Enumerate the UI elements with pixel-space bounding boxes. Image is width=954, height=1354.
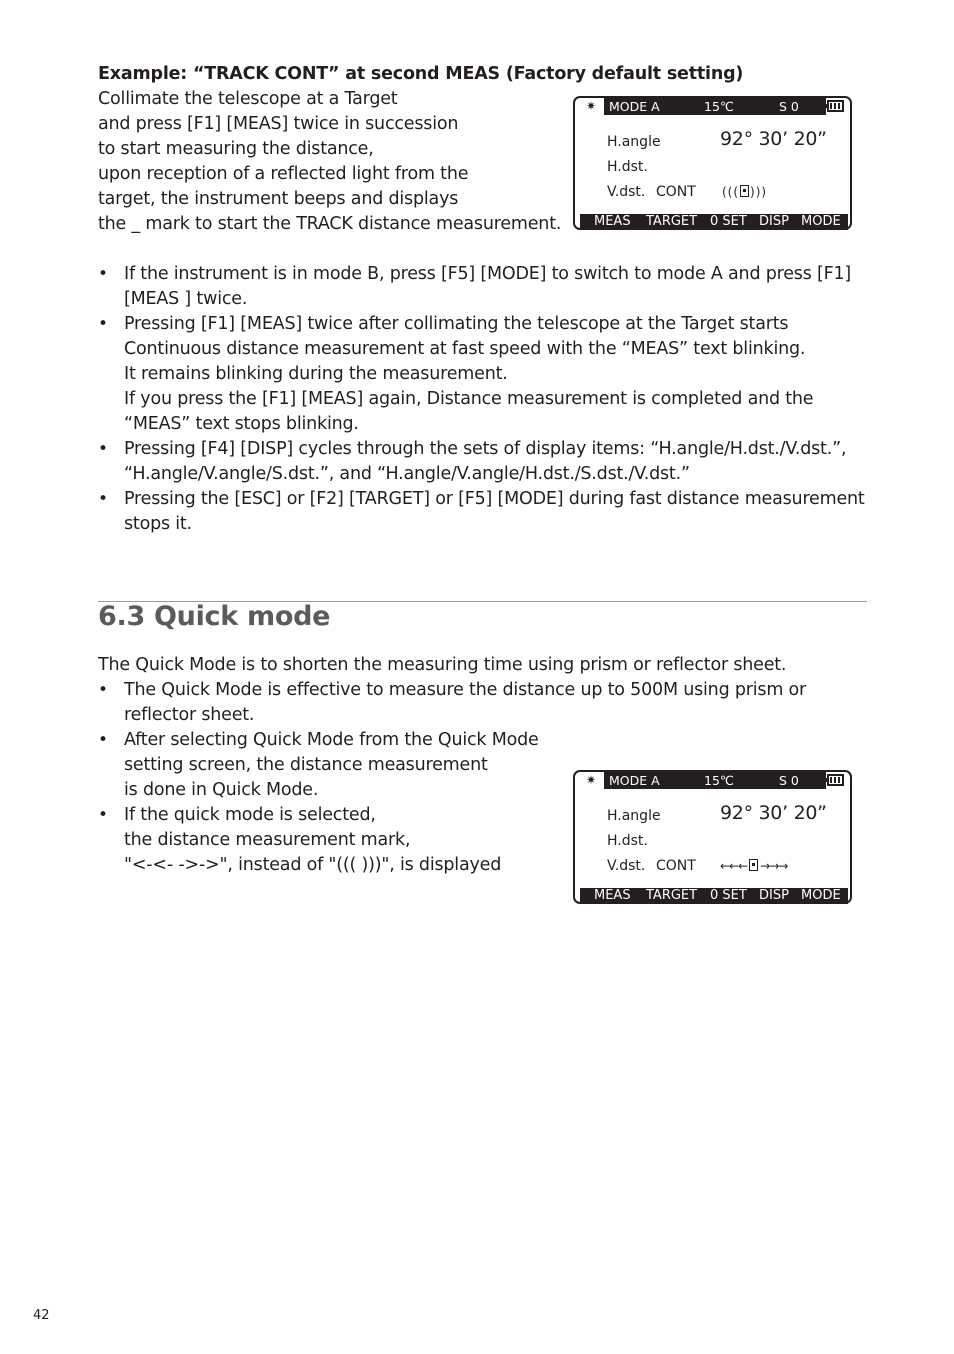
bullet-line: Pressing [F1] [MEAS] twice after collimating the telescope at the Target starts xyxy=(124,314,789,334)
softkey-bar xyxy=(580,888,848,904)
section-intro: The Quick Mode is to shorten the measuring time using prism or reflector sheet. xyxy=(98,655,787,675)
cont-label: CONT xyxy=(656,858,696,874)
v-dst-label: V.dst. xyxy=(607,858,646,874)
bullet-dot: • xyxy=(98,314,108,334)
bullet-line: It remains blinking during the measurement. xyxy=(124,364,508,384)
example-heading: Example: “TRACK CONT” at second MEAS (Factory default setting) xyxy=(98,64,744,84)
example-paragraph xyxy=(98,87,561,237)
softkey-target: TARGET xyxy=(646,888,698,903)
lcd-display-quick xyxy=(573,770,852,904)
bullet-line: Pressing [F4] [DISP] cycles through the sets of display items: “H.angle/H.dst./V.dst.”, xyxy=(124,439,847,459)
bullet-line: is done in Quick Mode. xyxy=(124,780,319,800)
bullet-line: Continuous distance measurement at fast speed with the “MEAS” text blinking. xyxy=(124,339,806,359)
softkey-bar xyxy=(580,214,848,230)
softkey-disp: DISP xyxy=(759,214,789,229)
section-title: 6.3 Quick mode xyxy=(98,601,331,632)
s-value-label: S 0 xyxy=(779,773,799,788)
h-dst-label: H.dst. xyxy=(607,833,648,849)
example-line: the _ mark to start the TRACK distance measurement. xyxy=(98,214,562,234)
softkey-mode: MODE xyxy=(801,888,841,903)
prism-icon xyxy=(740,185,749,197)
bullet-line: [MEAS ] twice. xyxy=(124,289,248,309)
bullet-line: stops it. xyxy=(124,514,192,534)
mark-left: ((( xyxy=(722,185,740,199)
bullet-line: After selecting Quick Mode from the Quick Mode xyxy=(124,730,539,750)
lcd-display-track xyxy=(573,96,852,230)
example-line: Collimate the telescope at a Target xyxy=(98,89,398,109)
softkey-meas: MEAS xyxy=(594,888,631,903)
bullet-dot: • xyxy=(98,489,108,509)
h-angle-label: H.angle xyxy=(607,808,661,824)
example-line: and press [F1] [MEAS] twice in succession xyxy=(98,114,459,134)
bullet-dot: • xyxy=(98,805,108,825)
bullet-line: If the quick mode is selected, xyxy=(124,805,376,825)
bullet-line: the distance measurement mark, xyxy=(124,830,411,850)
example-line: to start measuring the distance, xyxy=(98,139,374,159)
softkey-0set: 0 SET xyxy=(710,888,747,903)
softkey-target: TARGET xyxy=(646,214,698,229)
bullet-line: “H.angle/V.angle/S.dst.”, and “H.angle/V.angle/H.dst./S.dst./V.dst.” xyxy=(124,464,690,484)
h-angle-value: 92° 30’ 20” xyxy=(720,128,827,150)
lcd-status-bar xyxy=(604,772,826,789)
temperature-label: 15℃ xyxy=(704,99,734,114)
sun-icon: ✷ xyxy=(586,99,597,113)
bullet-dot: • xyxy=(98,730,108,750)
h-angle-label: H.angle xyxy=(607,134,661,150)
softkey-0set: 0 SET xyxy=(710,214,747,229)
bullet-line: If the instrument is in mode B, press [F5] [MODE] to switch to mode A and press [F1] xyxy=(124,264,852,284)
softkey-disp: DISP xyxy=(759,888,789,903)
bullet-line: The Quick Mode is effective to measure the distance up to 500M using prism or xyxy=(124,680,807,700)
bullet-line: setting screen, the distance measurement xyxy=(124,755,488,775)
bullet-line: “MEAS” text stops blinking. xyxy=(124,414,359,434)
measurement-mark xyxy=(720,859,787,873)
measurement-mark xyxy=(722,185,767,199)
softkey-mode: MODE xyxy=(801,214,841,229)
page-number: 42 xyxy=(33,1308,50,1323)
mark-right: →→→ xyxy=(760,859,788,873)
prism-icon xyxy=(749,859,758,871)
bullet-dot: • xyxy=(98,680,108,700)
bullet-line: "<-<- ->->", instead of "((( )))", is displayed xyxy=(124,855,502,875)
mode-label: MODE A xyxy=(609,773,660,788)
v-dst-label: V.dst. xyxy=(607,184,646,200)
mark-left: ←←← xyxy=(720,859,748,873)
example-line: upon reception of a reflected light from the xyxy=(98,164,469,184)
s-value-label: S 0 xyxy=(779,99,799,114)
battery-icon xyxy=(827,774,844,786)
temperature-label: 15℃ xyxy=(704,773,734,788)
h-dst-label: H.dst. xyxy=(607,159,648,175)
mode-label: MODE A xyxy=(609,99,660,114)
mark-right: ))) xyxy=(750,185,768,199)
lcd-status-bar xyxy=(604,98,826,115)
bullet-line: If you press the [F1] [MEAS] again, Distance measurement is completed and the xyxy=(124,389,814,409)
battery-icon xyxy=(827,100,844,112)
bullet-line: reflector sheet. xyxy=(124,705,255,725)
sun-icon: ✷ xyxy=(586,773,597,787)
bullet-line: Pressing the [ESC] or [F2] [TARGET] or [F5] [MODE] during fast distance measurement xyxy=(124,489,865,509)
h-angle-value: 92° 30’ 20” xyxy=(720,802,827,824)
bullet-dot: • xyxy=(98,439,108,459)
bullet-dot: • xyxy=(98,264,108,284)
softkey-meas: MEAS xyxy=(594,214,631,229)
example-line: target, the instrument beeps and displays xyxy=(98,189,459,209)
cont-label: CONT xyxy=(656,184,696,200)
